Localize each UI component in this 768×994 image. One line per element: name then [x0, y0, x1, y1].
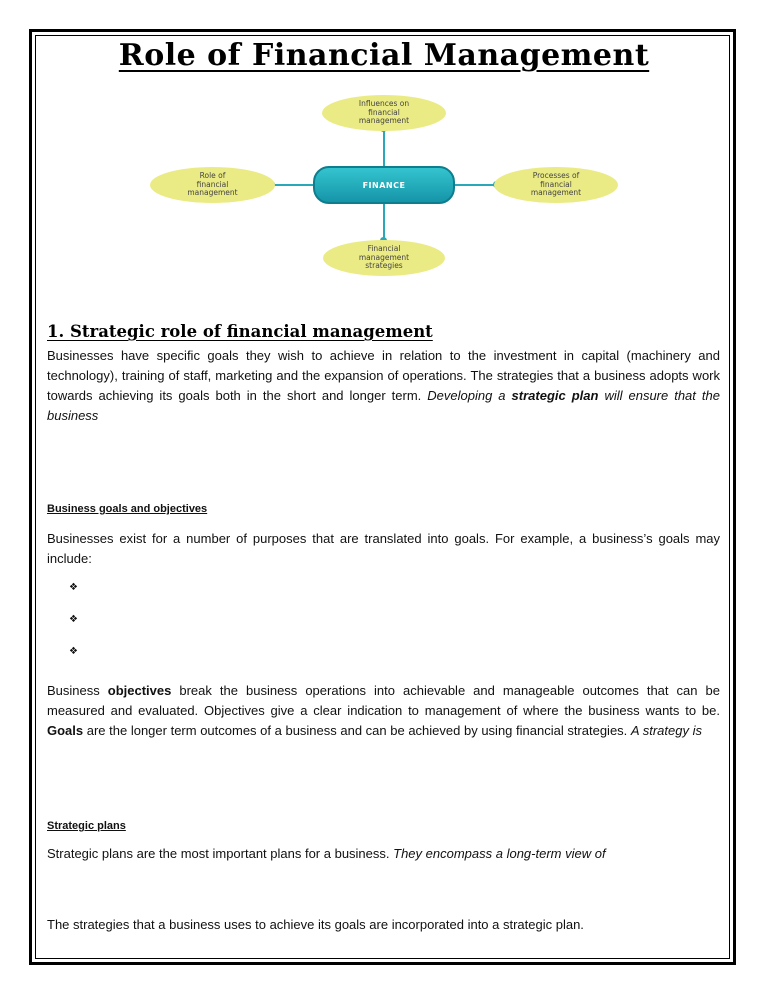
connector-left	[272, 184, 313, 186]
page-title: Role of Financial Management	[118, 38, 650, 73]
strategic-plans-text: Strategic plans are the most important plans for a business.	[47, 846, 390, 861]
bullet-item: ❖	[69, 614, 78, 625]
strategic-plans-italic: They encompass a long-term view of	[393, 846, 606, 861]
bubble-influences: Influences on financial management	[322, 95, 446, 131]
paragraph-text: Businesses have specific goals they wish to achieve in relation to the investment in capital (machinery and technology), training of staff, marketing and the expansion of operations. The strategies that a business adopts work towards achieving its goals both in the short and longer term.	[47, 348, 720, 403]
paragraph-objectives	[47, 681, 720, 741]
bubble-processes: Processes of financial management	[494, 167, 618, 203]
paragraph-italic-b: will ensure that the business	[47, 388, 720, 423]
finance-node: FINANCE	[313, 166, 455, 204]
objectives-term: objectives	[107, 683, 172, 698]
paragraph-goals: Businesses exist for a number of purposes that are translated into goals. For example, a business’s goals may include:	[47, 531, 720, 566]
bubble-strategies: Financial management strategies	[323, 240, 445, 276]
paragraph-strategic-role	[47, 346, 720, 426]
bubble-role: Role of financial management	[150, 167, 275, 203]
goals-term: Goals	[47, 723, 84, 738]
objectives-text-1: Business	[47, 683, 100, 698]
subheading-strategic-plans: Strategic plans	[47, 820, 126, 832]
strategic-plan-term: strategic plan	[511, 388, 599, 403]
connector-right	[455, 184, 496, 186]
bullet-item: ❖	[69, 582, 78, 593]
paragraph-italic-a: Developing a	[427, 388, 506, 403]
section-heading-strategic-role: 1. Strategic role of financial management	[47, 322, 433, 341]
objectives-italic: A strategy is	[630, 723, 702, 738]
connector-top	[383, 128, 385, 166]
paragraph-final: The strategies that a business uses to achieve its goals are incorporated into a strategic plan.	[47, 917, 584, 932]
bullet-item: ❖	[69, 646, 78, 657]
objectives-text-2: break the business operations into achievable and manageable outcomes that can be measured and evaluated. Objectives give a clear indication to management of where the business wants to be.	[47, 683, 720, 718]
subheading-goals-objectives: Business goals and objectives	[47, 503, 208, 515]
finance-diagram	[150, 95, 618, 277]
paragraph-strategic-plans	[47, 844, 720, 864]
objectives-text-3: are the longer term outcomes of a business and can be achieved by using financial strategies.	[86, 723, 628, 738]
